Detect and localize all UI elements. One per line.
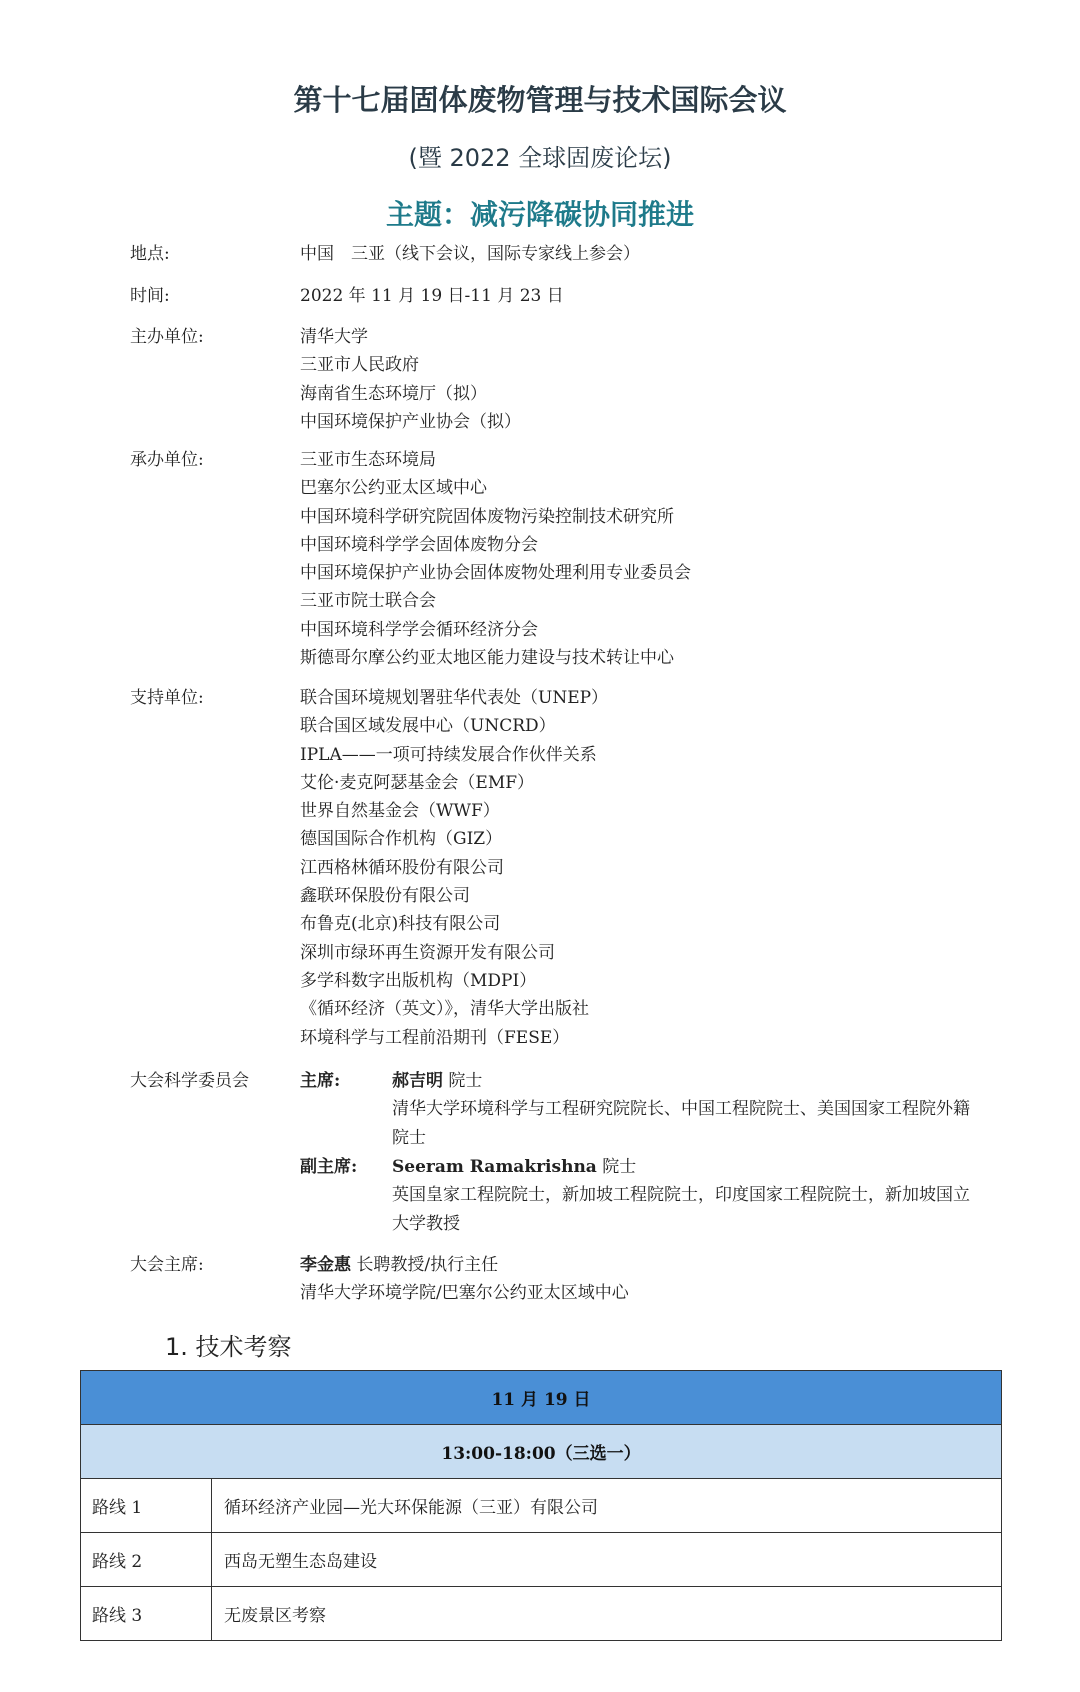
page-subtitle: (暨 2022 全球固废论坛): [408, 144, 672, 172]
list-item: 中国环境科学研究院固体废物污染控制技术研究所: [300, 506, 674, 527]
table-row: [81, 1479, 1002, 1533]
table-row: [81, 1533, 1002, 1587]
list-item: 海南省生态环境厅（拟）: [300, 383, 487, 404]
page-title: 第十七届固体废物管理与技术国际会议: [293, 83, 787, 117]
chair-name: 郝吉明: [392, 1071, 443, 1091]
organizers-label: 主办单位:: [130, 327, 204, 347]
supporters-list: [300, 684, 608, 1052]
list-item: 三亚市生态环境局: [300, 450, 436, 470]
co-organizers-list: [300, 446, 691, 672]
route-description: 无废景区考察: [212, 1587, 1002, 1641]
co-organizers-label: 承办单位:: [130, 450, 204, 470]
chair-description: 清华大学环境科学与工程研究院院长、中国工程院院士、美国国家工程院外籍院士: [392, 1099, 970, 1148]
list-item: 中国环境保护产业协会（拟）: [300, 411, 521, 432]
list-item: 环境科学与工程前沿期刊（FESE）: [300, 1027, 570, 1048]
list-item: 中国环境科学学会循环经济分会: [300, 619, 538, 640]
list-item: 三亚市人民政府: [300, 355, 419, 376]
list-item: 布鲁克(北京)科技有限公司: [300, 914, 501, 935]
route-name: 路线 1: [81, 1479, 212, 1533]
vice-chair-description: 英国皇家工程院院士，新加坡工程院院士，印度国家工程院院士，新加坡国立大学教授: [392, 1185, 970, 1234]
list-item: 中国环境科学学会固体废物分会: [300, 534, 538, 555]
time-value: 2022 年 11 月 19 日-11 月 23 日: [300, 286, 564, 306]
route-description: 循环经济产业园—光大环保能源（三亚）有限公司: [212, 1479, 1002, 1533]
conference-chair-label: 大会主席:: [130, 1255, 204, 1275]
list-item: 鑫联环保股份有限公司: [300, 886, 470, 907]
list-item: 三亚市院士联合会: [300, 591, 436, 612]
list-item: 江西格林循环股份有限公司: [300, 857, 504, 878]
list-item: 世界自然基金会（WWF）: [300, 801, 500, 822]
tech-tour-table: [80, 1370, 1002, 1641]
conference-chair-title: 长聘教授/执行主任: [356, 1255, 499, 1275]
list-item: 斯德哥尔摩公约亚太地区能力建设与技术转让中心: [300, 648, 674, 669]
vice-chair-title: 院士: [602, 1157, 637, 1177]
organizers-list: [300, 323, 521, 436]
list-item: 联合国环境规划署驻华代表处（UNEP）: [300, 688, 609, 708]
vice-chair-name: Seeram Ramakrishna: [392, 1157, 597, 1177]
list-item: 清华大学: [300, 327, 368, 347]
list-item: 深圳市绿环再生资源开发有限公司: [300, 942, 555, 963]
chair-title: 院士: [448, 1071, 483, 1091]
supporters-label: 支持单位:: [130, 688, 204, 708]
table-row: [81, 1587, 1002, 1641]
vice-chair-block: [392, 1153, 972, 1238]
tour-time: 13:00-18:00（三选一）: [81, 1425, 1002, 1479]
conference-chair-block: [300, 1251, 629, 1308]
chair-label: 主席:: [300, 1071, 341, 1091]
conference-theme: 主题：减污降碳协同推进: [385, 198, 694, 231]
route-description: 西岛无塑生态岛建设: [212, 1533, 1002, 1587]
list-item: IPLA——一项可持续发展合作伙伴关系: [300, 744, 597, 765]
list-item: 艾伦·麦克阿瑟基金会（EMF）: [300, 772, 535, 793]
vice-chair-label: 副主席:: [300, 1157, 358, 1177]
location-label: 地点:: [130, 244, 170, 264]
list-item: 联合国区域发展中心（UNCRD）: [300, 716, 556, 737]
tour-date: 11 月 19 日: [81, 1371, 1002, 1425]
list-item: 《循环经济（英文）》，清华大学出版社: [300, 999, 589, 1020]
table-header-time: [81, 1425, 1002, 1479]
list-item: 巴塞尔公约亚太区域中心: [300, 478, 487, 499]
section-heading-tech-tour: 1. 技术考察: [165, 1333, 292, 1361]
list-item: 中国环境保护产业协会固体废物处理利用专业委员会: [300, 563, 691, 584]
chair-block: [392, 1067, 972, 1152]
conference-chair-affiliation: 清华大学环境学院/巴塞尔公约亚太区域中心: [300, 1283, 629, 1304]
committee-label: 大会科学委员会: [130, 1071, 249, 1091]
list-item: 德国国际合作机构（GIZ）: [300, 829, 503, 850]
route-name: 路线 2: [81, 1533, 212, 1587]
table-header-date: [81, 1371, 1002, 1425]
time-label: 时间:: [130, 286, 170, 306]
location-value: 中国 三亚（线下会议，国际专家线上参会）: [300, 244, 640, 264]
list-item: 多学科数字出版机构（MDPI）: [300, 970, 537, 991]
conference-chair-name: 李金惠: [300, 1255, 351, 1275]
route-name: 路线 3: [81, 1587, 212, 1641]
